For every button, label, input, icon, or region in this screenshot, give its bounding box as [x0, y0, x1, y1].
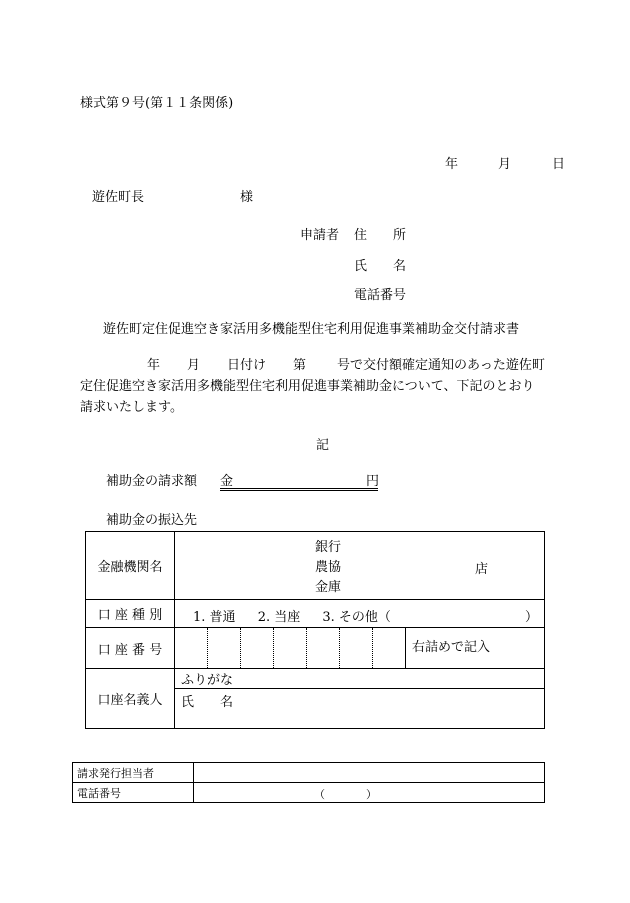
account-number-boxes: [175, 628, 544, 668]
account-type-row: [86, 600, 545, 628]
institution-row: [86, 532, 545, 600]
staff-phone-label: 電話番号: [73, 783, 194, 803]
date-month-label: 月: [498, 157, 512, 172]
branch-suffix: 店: [475, 562, 489, 577]
account-type-other[interactable]: 3. その他（: [322, 610, 391, 625]
holder-name-label: 氏 名: [181, 695, 234, 710]
transfer-label: 補助金の振込先: [106, 513, 198, 528]
ki-marker: 記: [316, 438, 330, 453]
request-yen: 円: [366, 474, 380, 489]
form-number: 様式第９号(第１１条関係): [80, 96, 234, 111]
body-line2: 定住促進空き家活用多機能型住宅利用促進事業補助金について、下記のとおり: [80, 379, 535, 394]
furigana-label: ふりがな: [181, 673, 234, 688]
account-number-label: 口 座 番 号: [86, 628, 175, 669]
applicant-address-label: 住 所: [354, 228, 407, 243]
account-digit-box[interactable]: [307, 628, 340, 668]
account-type-options: [193, 606, 409, 625]
holder-name-cell[interactable]: [175, 689, 545, 729]
account-digit-box[interactable]: [340, 628, 373, 668]
account-digit-box[interactable]: [274, 628, 307, 668]
addressee-name: 遊佐町長: [92, 190, 145, 205]
furigana-cell[interactable]: [175, 669, 545, 689]
staff-phone-cell[interactable]: [194, 783, 545, 803]
institution-type-kinko: 金庫: [315, 580, 342, 595]
bank-account-table: [85, 531, 545, 729]
applicant-name-label: 氏 名: [354, 259, 407, 274]
body-year: 年: [147, 358, 161, 373]
request-amount-label: 補助金の請求額: [106, 474, 198, 489]
holder-label: 口座名義人: [86, 669, 175, 729]
institution-label: 金融機関名: [86, 532, 175, 600]
account-digit-box[interactable]: [241, 628, 274, 668]
staff-person-row: [73, 763, 545, 783]
account-type-cell: [175, 600, 545, 628]
date-day-label: 日: [552, 157, 566, 172]
addressee-honorific: 様: [240, 190, 254, 205]
request-amount-line: [220, 474, 378, 490]
account-type-label: 口 座 種 別: [86, 600, 175, 628]
date-year-label: 年: [445, 157, 459, 172]
body-month: 月: [187, 358, 201, 373]
account-number-note: 右詰めで記入: [412, 640, 491, 655]
staff-person-cell[interactable]: [194, 763, 545, 783]
body-line1-rest: 号で交付額確定通知のあった遊佐町: [337, 358, 545, 373]
body-line3: 請求いたします。: [80, 400, 183, 415]
account-digit-box[interactable]: [373, 628, 406, 668]
applicant-phone-label: 電話番号: [354, 288, 407, 303]
staff-table: [72, 762, 545, 803]
phone-paren-open: （: [314, 788, 325, 801]
institution-type-nokyo: 農協: [315, 560, 342, 575]
institution-cell[interactable]: [175, 532, 545, 600]
account-number-row: [86, 628, 545, 669]
phone-paren-close: ）: [366, 788, 377, 801]
body-dated: 日付け: [227, 358, 267, 373]
applicant-label: 申請者: [300, 228, 340, 243]
document-title: 遊佐町定住促進空き家活用多機能型住宅利用促進事業補助金交付請求書: [103, 322, 520, 337]
account-digit-box[interactable]: [208, 628, 241, 668]
furigana-row: [86, 669, 545, 689]
request-kin: 金: [220, 474, 234, 489]
account-digit-box[interactable]: [175, 628, 208, 668]
staff-phone-row: [73, 783, 545, 803]
body-no: 第: [293, 358, 307, 373]
institution-types: [315, 538, 341, 598]
account-type-futsu[interactable]: 1. 普通: [193, 610, 236, 625]
double-underline: [220, 474, 378, 491]
staff-person-label: 請求発行担当者: [73, 763, 194, 783]
account-number-cell: [175, 628, 545, 669]
account-type-toza[interactable]: 2. 当座: [257, 610, 301, 625]
account-type-close-paren: ）: [525, 610, 539, 625]
institution-type-bank: 銀行: [315, 540, 342, 555]
